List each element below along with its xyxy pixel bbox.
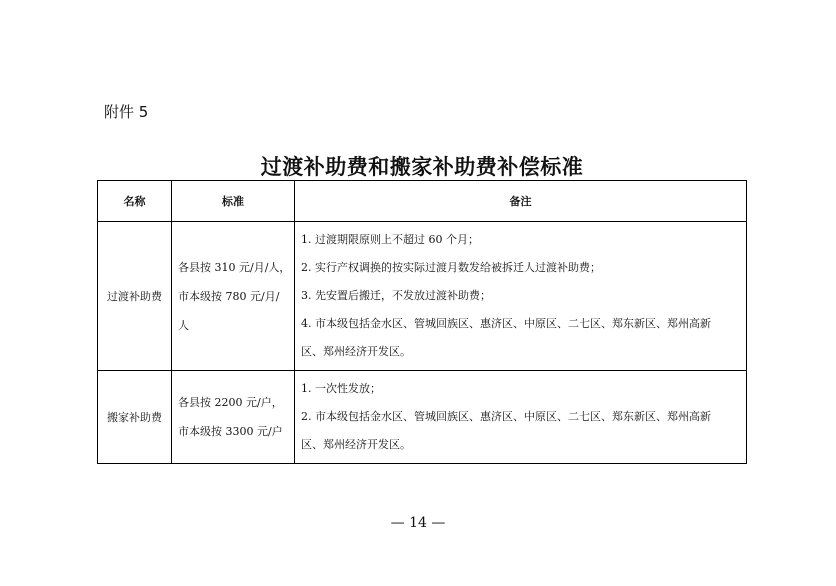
document-title: 过渡补助费和搬家补助费补偿标准 [260,154,584,179]
remark-line: 1. 过渡期限原则上不超过 60 个月； [301,233,479,246]
header-standard: 标准 [172,181,295,222]
standard-line: 各县按 2200 元/户， [178,396,283,409]
standard-line: 人 [178,318,189,332]
remark-line: 区、郑州经济开发区。 [301,345,411,358]
table-row [98,371,747,464]
remark-line: 1. 一次性发放； [301,382,381,395]
row-remarks [295,222,747,371]
remark-line: 3. 先安置后搬迁，不发放过渡补助费； [301,289,491,302]
attachment-label: 附件 5 [104,103,149,121]
row-standard [172,222,295,371]
remark-line: 4. 市本级包括金水区、管城回族区、惠济区、中原区、二七区、郑东新区、郑州高新 [301,317,711,330]
row-name: 过渡补助费 [98,222,172,371]
row-remarks [295,371,747,464]
remark-line: 2. 实行产权调换的按实际过渡月数发给被拆迁人过渡补助费； [301,261,601,274]
standard-line: 各县按 310 元/月/人， [178,260,291,274]
row-standard [172,371,295,464]
table-header-row [98,181,747,222]
standard-line: 市本级按 3300 元/户 [178,425,283,438]
page-number: — 14 — [390,515,446,531]
table-row [98,222,747,371]
remark-line: 2. 市本级包括金水区、管城回族区、惠济区、中原区、二七区、郑东新区、郑州高新 [301,410,711,423]
standard-line: 市本级按 780 元/月/ [178,289,280,303]
compensation-standard-table [97,180,747,464]
header-name: 名称 [98,181,172,222]
header-remarks: 备注 [295,181,747,222]
remark-line: 区、郑州经济开发区。 [301,438,411,451]
row-name: 搬家补助费 [98,371,172,464]
